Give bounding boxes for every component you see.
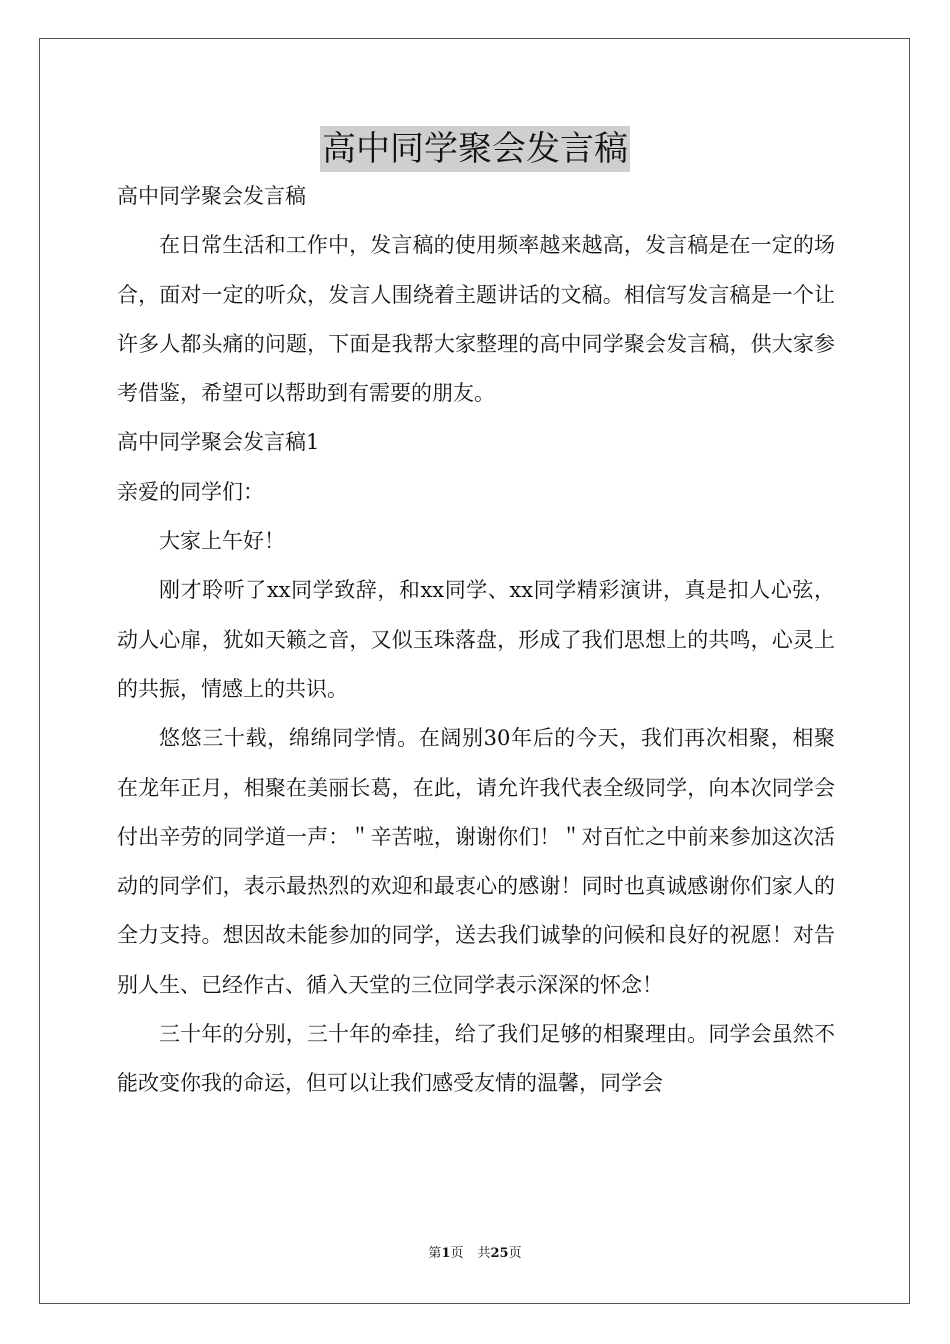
paragraph: 刚才聆听了xx同学致辞，和xx同学、xx同学精彩演讲，真是扣人心弦，动人心扉，犹如天籁之音，又似玉珠落盘，形成了我们思想上的共鸣，心灵上的共振，情感上的共识。 — [117, 578, 835, 701]
page-label-suffix: 页 — [450, 1246, 464, 1261]
total-label-suffix: 页 — [508, 1246, 522, 1261]
paragraph: 三十年的分别，三十年的牵挂，给了我们足够的相聚理由。同学会虽然不能改变你我的命运，但可以让我们感受友情的温馨，同学会 — [117, 1022, 835, 1096]
document-body — [117, 172, 835, 1109]
paragraph: 高中同学聚会发言稿 — [117, 184, 306, 208]
paragraph: 高中同学聚会发言稿1 — [117, 430, 320, 455]
page-number: 1 — [441, 1246, 451, 1261]
page-label-prefix: 第 — [428, 1246, 442, 1261]
paragraph: 亲爱的同学们： — [117, 479, 264, 504]
paragraph: 大家上午好！ — [159, 529, 285, 554]
page-total: 25 — [490, 1246, 509, 1261]
total-label-prefix: 共 — [477, 1246, 491, 1261]
page-footer — [0, 1245, 950, 1263]
document-title: 高中同学聚会发言稿 — [320, 126, 630, 172]
paragraph: 在日常生活和工作中，发言稿的使用频率越来越高，发言稿是在一定的场合，面对一定的听众，发言人围绕着主题讲话的文稿。相信写发言稿是一个让许多人都头痛的问题，下面是我帮大家整理的高中同学聚会发言稿，供大家参考借鉴，希望可以帮助到有需要的朋友。 — [117, 233, 835, 406]
paragraph: 悠悠三十载，绵绵同学情。在阔别30年后的今天，我们再次相聚，相聚在龙年正月，相聚在美丽长葛，在此，请允许我代表全级同学，向本次同学会付出辛劳的同学道一声：＂辛苦啦，谢谢你们！＂对百忙之中前来参加这次活动的同学们，表示最热烈的欢迎和最衷心的感谢！同时也真诚感谢你们家人的全力支持。想因故未能参加的同学，送去我们诚挚的问候和良好的祝愿！对告别人生、已经作古、循入天堂的三位同学表示深深的怀念！ — [117, 726, 835, 997]
title-container — [0, 126, 950, 172]
